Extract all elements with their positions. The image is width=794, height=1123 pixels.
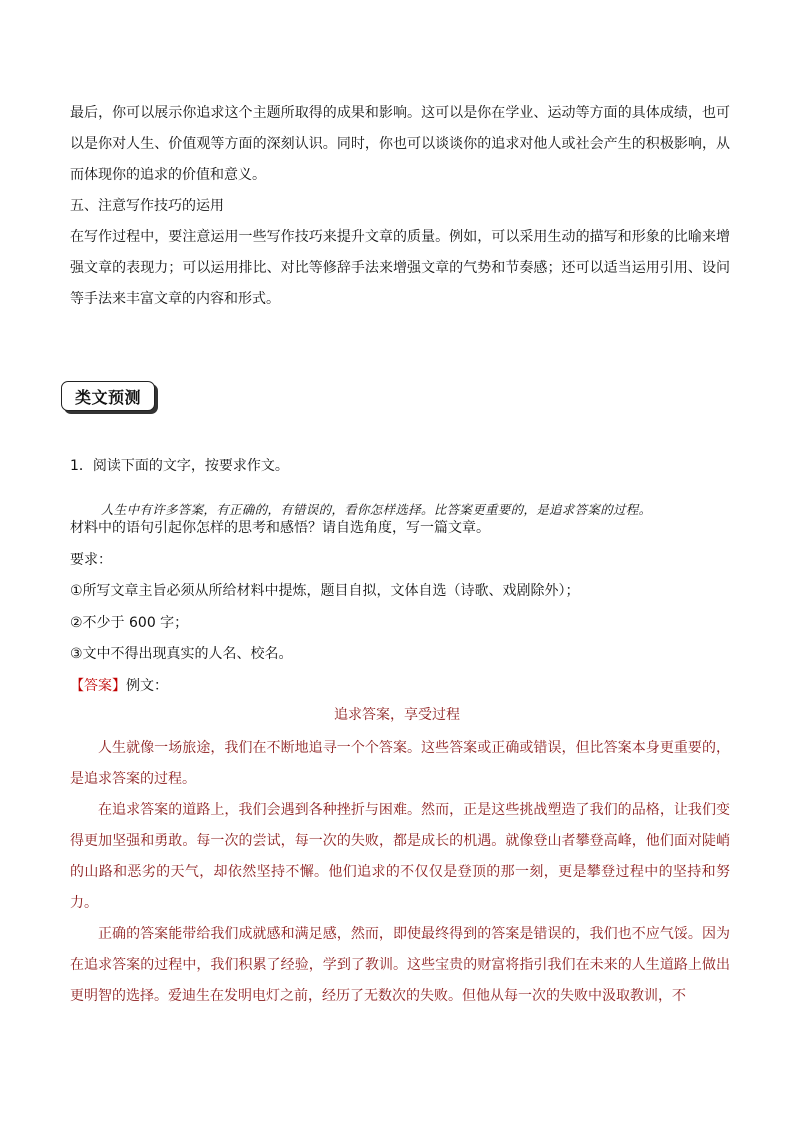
requirements-label: 要求： xyxy=(70,552,112,568)
section-heading-title: 类文预测 xyxy=(74,387,141,407)
essay-paragraph-3: 正确的答案能带给我们成就感和满足感，然而，即使最终得到的答案是错误的，我们也不应气馁。因为在追求答案的过程中，我们积累了经验，学到了教训。这些宝贵的财富将指引我们在未来的人生道路上做出更明智的选择。爱迪生在发明电灯之前，经历了无数次的失败。但他从每一次的失败中汲取教训，不 xyxy=(70,926,730,1004)
heading-five: 五、注意写作技巧的运用 xyxy=(70,198,224,214)
requirement-3: ③文中不得出现真实的人名、校名。 xyxy=(70,646,293,662)
intro-paragraph-1: 最后，你可以展示你追求这个主题所取得的成果和影响。这可以是你在学业、运动等方面的具体成绩，也可以是你对人生、价值观等方面的深刻认识。同时，你也可以谈谈你的追求对他人或社会产生的积极影响，从而体现你的追求的价值和意义。 xyxy=(70,105,730,183)
essay-paragraph-2: 在追求答案的道路上，我们会遇到各种挫折与困难。然而，正是这些挑战塑造了我们的品格，让我们变得更加坚强和勇敢。每一次的尝试，每一次的失败，都是成长的机遇。就像登山者攀登高峰，他们面对陡峭的山路和恶劣的天气，却依然坚持不懈。他们追求的不仅仅是登顶的那一刻，更是攀登过程中的坚持和努力。 xyxy=(70,802,730,911)
question-task: 材料中的语句引起你怎样的思考和感悟？请自选角度，写一篇文章。 xyxy=(70,520,490,536)
answer-sample-label: 例文： xyxy=(126,678,168,694)
essay-paragraph-1: 人生就像一场旅途，我们在不断地追寻一个个答案。这些答案或正确或错误，但比答案本身更重要的，是追求答案的过程。 xyxy=(70,740,730,787)
answer-tag: 【答案】 xyxy=(70,678,126,694)
intro-paragraph-2: 在写作过程中，要注意运用一些写作技巧来提升文章的质量。例如，可以采用生动的描写和形象的比喻来增强文章的表现力；可以运用排比、对比等修辞手法来增强文章的气势和节奏感；还可以适当运用引用、设问等手法来丰富文章的内容和形式。 xyxy=(70,229,730,307)
requirement-1: ①所写文章主旨必须从所给材料中提炼，题目自拟，文体自选（诗歌、戏剧除外）； xyxy=(70,583,580,599)
essay-title: 追求答案，享受过程 xyxy=(334,707,460,723)
question-prompt: 1．阅读下面的文字，按要求作文。 xyxy=(70,458,289,474)
requirement-2: ②不少于 600 字； xyxy=(70,615,189,631)
question-material: 人生中有许多答案，有正确的，有错误的，看你怎样选择。比答案更重要的，是追求答案的过程。 xyxy=(101,501,652,517)
section-heading-box xyxy=(61,381,155,411)
answer-label xyxy=(70,676,168,696)
